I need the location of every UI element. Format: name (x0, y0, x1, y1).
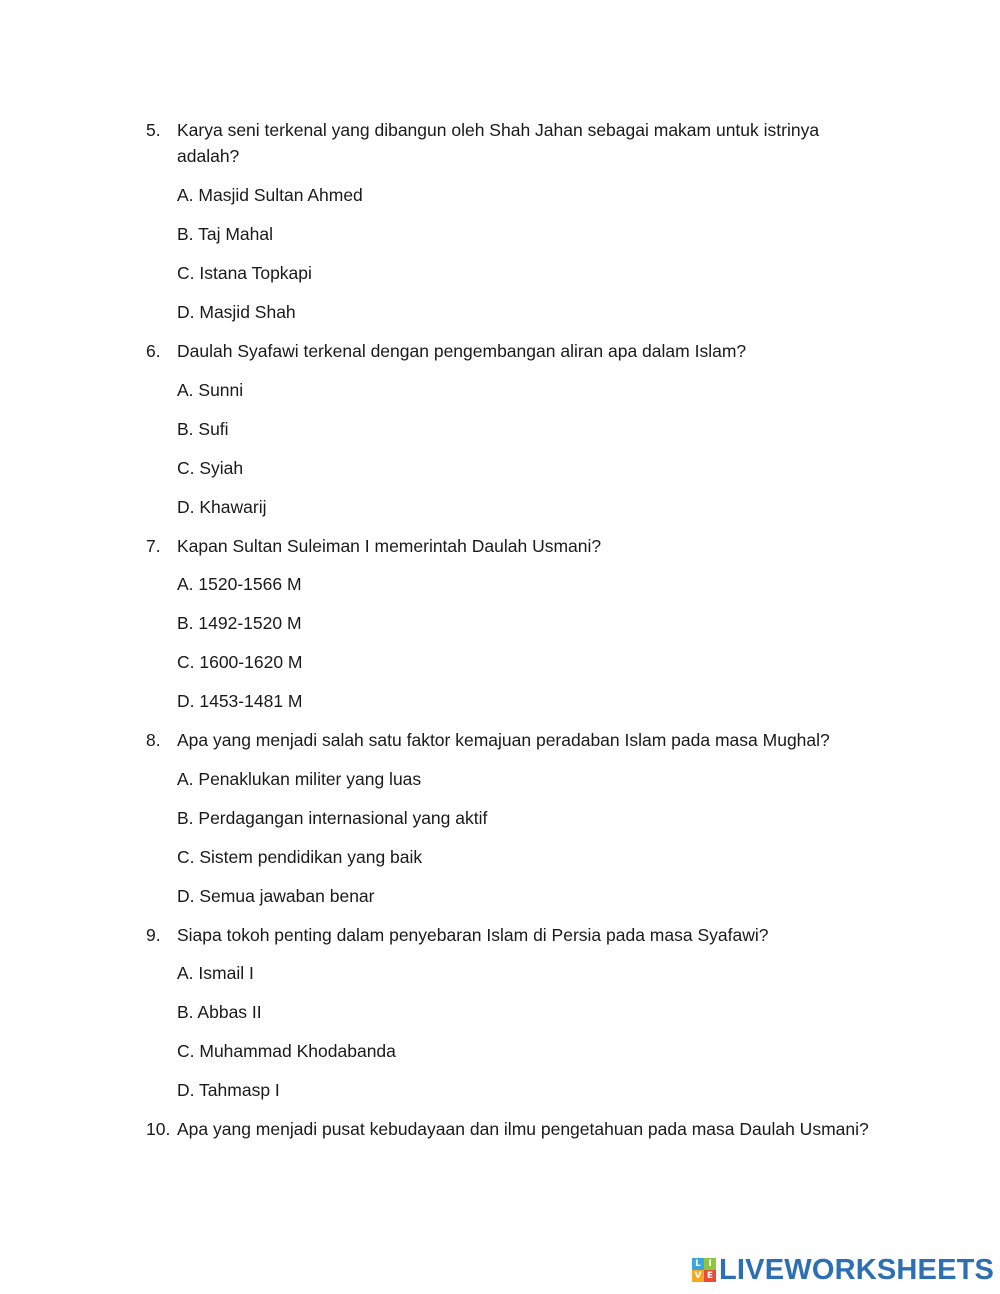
liveworksheets-logo-icon (692, 1258, 716, 1282)
option-5d: D. Masjid Shah (177, 302, 296, 322)
option-9b: B. Abbas II (177, 1002, 262, 1022)
option-7a: A. 1520-1566 M (177, 574, 302, 594)
option-9a: A. Ismail I (177, 963, 254, 983)
option-8a: A. Penaklukan militer yang luas (177, 769, 422, 789)
option-6d: D. Khawarij (177, 497, 267, 517)
option-8b: B. Perdagangan internasional yang aktif (177, 808, 488, 828)
option-6b: B. Sufi (177, 419, 229, 439)
logo-letter-v: V (692, 1270, 704, 1282)
option-9c: C. Muhammad Khodabanda (177, 1041, 396, 1061)
question-number: 7. (146, 536, 161, 556)
question-number: 5. (146, 120, 161, 140)
option-6a: A. Sunni (177, 380, 244, 400)
question-6 (146, 338, 886, 364)
question-number: 8. (146, 730, 161, 750)
option-7d: D. 1453-1481 M (177, 691, 303, 711)
question-number: 9. (146, 925, 161, 945)
question-text: Siapa tokoh penting dalam penyebaran Islam di Persia pada masa Syafawi? (177, 925, 769, 945)
logo-text: LIVEWORKSHEETS (719, 1253, 995, 1286)
option-9d: D. Tahmasp I (177, 1080, 280, 1100)
question-text: Kapan Sultan Suleiman I memerintah Daulah Usmani? (177, 536, 602, 556)
option-6c: C. Syiah (177, 458, 244, 478)
question-10 (146, 1116, 886, 1142)
question-text: Daulah Syafawi terkenal dengan pengembangan aliran apa dalam Islam? (177, 341, 747, 361)
logo-letter-l: L (692, 1258, 704, 1270)
question-text: Karya seni terkenal yang dibangun oleh Shah Jahan sebagai makam untuk istrinya adalah? (177, 120, 820, 166)
question-text: Apa yang menjadi salah satu faktor kemajuan peradaban Islam pada masa Mughal? (177, 730, 830, 750)
option-7b: B. 1492-1520 M (177, 613, 302, 633)
option-7c: C. 1600-1620 M (177, 652, 303, 672)
logo-letter-i: I (704, 1258, 716, 1270)
option-8c: C. Sistem pendidikan yang baik (177, 847, 423, 867)
question-number: 6. (146, 341, 161, 361)
option-5a: A. Masjid Sultan Ahmed (177, 185, 363, 205)
question-5 (146, 117, 886, 169)
logo-letter-e: E (704, 1270, 716, 1282)
option-5b: B. Taj Mahal (177, 224, 273, 244)
question-number: 10. (146, 1119, 171, 1139)
question-7 (146, 533, 886, 559)
question-9 (146, 922, 886, 948)
question-8 (146, 727, 886, 753)
option-8d: D. Semua jawaban benar (177, 886, 375, 906)
option-5c: C. Istana Topkapi (177, 263, 312, 283)
question-text: Apa yang menjadi pusat kebudayaan dan ilmu pengetahuan pada masa Daulah Usmani? (177, 1119, 869, 1139)
liveworksheets-logo[interactable] (692, 1255, 994, 1285)
